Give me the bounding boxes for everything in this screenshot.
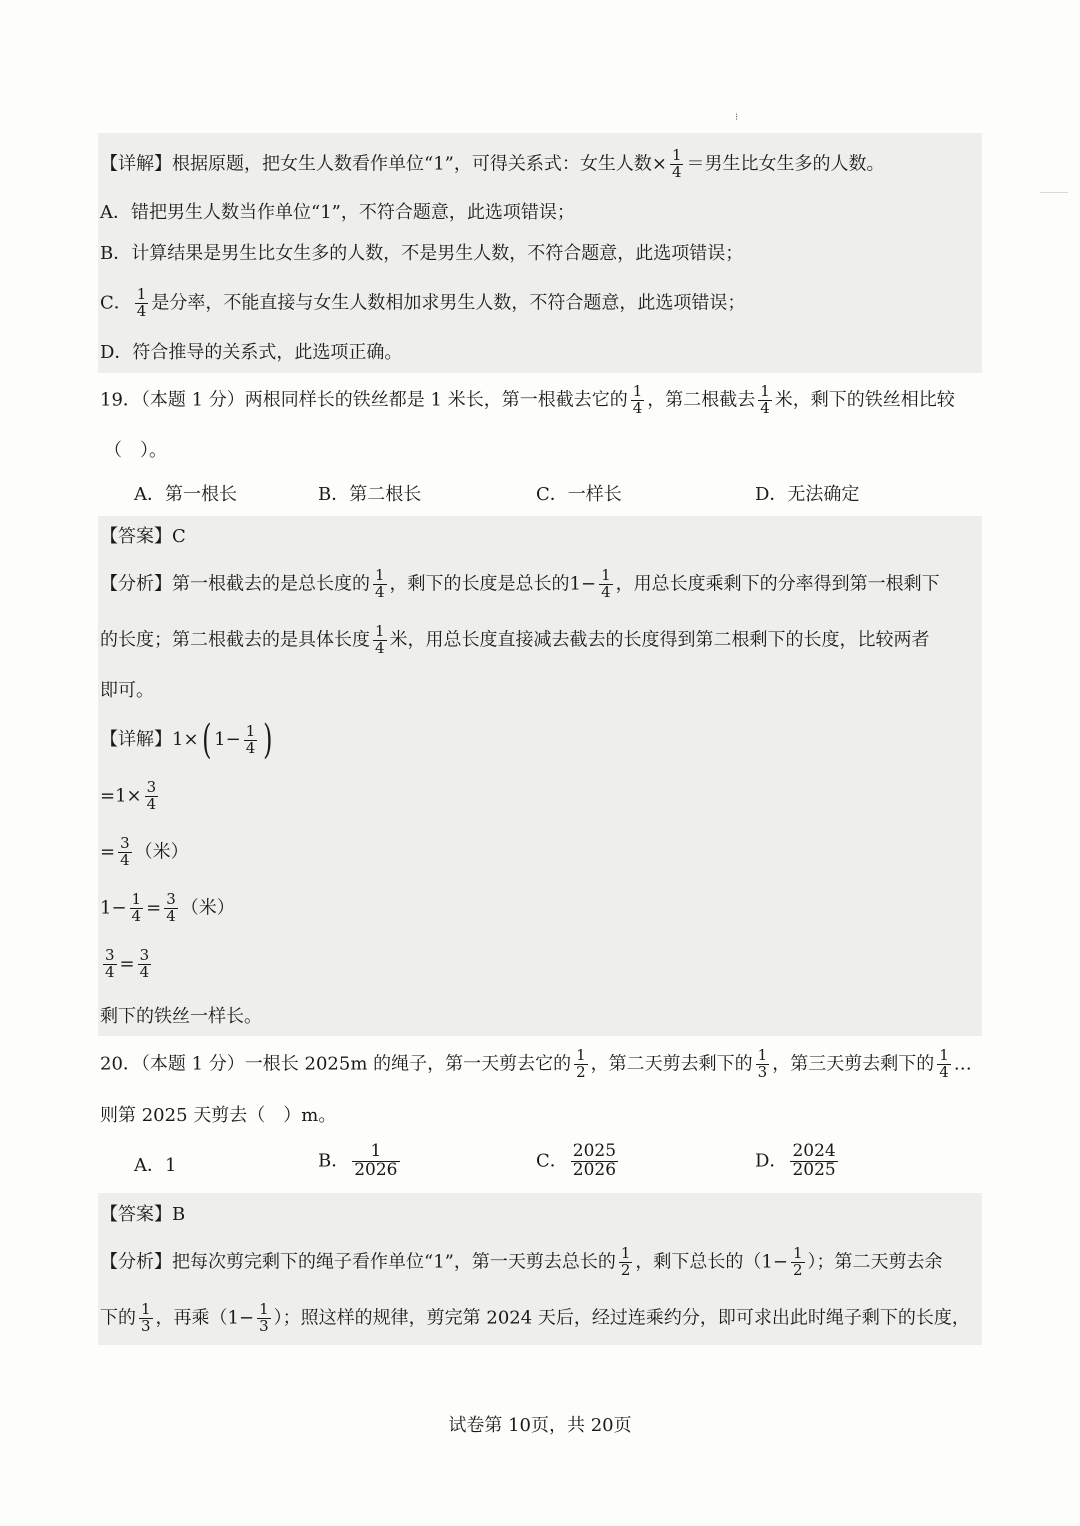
q18-option-a: A．错把男生人数当作单位“1”，不符合题意，此选项错误； — [100, 202, 575, 223]
stray-mark: ⁝ — [735, 112, 739, 123]
q20-stem: 20．（本题 1 分）一根长 2025m 的绳子，第一天剪去它的 $\frac{1}{2}$ ，第二天剪去剩下的 $\frac{1}{3}$ ，第三天剪去剩下的 $\frac{1}{4}$ … — [100, 1046, 972, 1081]
q19-step-4: $\frac{3}{4}$ = $\frac{3}{4}$ — [105, 946, 150, 981]
q19-blank: （ ）。 — [104, 440, 167, 461]
q19-step-1: =1× $\frac{3}{4}$ — [100, 778, 157, 813]
q18-option-d: D．符合推导的关系式，此选项正确。 — [100, 342, 403, 363]
q19-analysis-3: 即可。 — [100, 680, 154, 701]
q19-stem: 19．（本题 1 分）两根同样长的铁丝都是 1 米长，第一根截去它的 $\frac{1}{4}$ ，第二根截去 $\frac{1}{4}$ 米，剩下的铁丝相比较 — [100, 382, 955, 417]
edge-mark — [1040, 192, 1068, 193]
q18-option-b: B．计算结果是男生比女生多的人数，不是男生人数，不符合题意，此选项错误； — [100, 243, 744, 264]
q20-option-c: C． $\frac{2025}{2026}$ — [536, 1141, 617, 1180]
q19-step-2: = $\frac{3}{4}$ （米） — [100, 834, 189, 869]
q20-analysis-1: 【分析】把每次剪完剩下的绳子看作单位“1”，第一天剪去总长的 $\frac{1}{2}$ ，剩下总长的（1− $\frac{1}{2}$ ）；第二天剪去余 — [100, 1244, 943, 1279]
q20-analysis-2: 下的 $\frac{1}{3}$ ，再乘（1− $\frac{1}{3}$ ）；照这样的规律，剪完第 2024 天后，经过连乘约分，即可求出此时绳子剩下的长度， — [100, 1300, 970, 1335]
q19-option-b: B．第二根长 — [318, 484, 422, 505]
fraction-one-quarter: $\frac{1}{4}$ — [671, 146, 682, 181]
q19-option-d: D．无法确定 — [755, 484, 860, 505]
q20-option-a: A．1 — [134, 1155, 177, 1176]
q18-option-c: C． $\frac{1}{4}$ 是分率，不能直接与女生人数相加求男生人数，不符合题意，此选项错误； — [100, 285, 746, 320]
q20-stem-2: 则第 2025 天剪去（ ）m。 — [100, 1105, 337, 1126]
q19-conclusion: 剩下的铁丝一样长。 — [100, 1006, 262, 1027]
q19-option-a: A．第一根长 — [134, 484, 237, 505]
q19-analysis-1: 【分析】第一根截去的是总长度的 $\frac{1}{4}$ ，剩下的长度是总长的1− $\frac{1}{4}$ ，用总长度乘剩下的分率得到第一根剩下 — [100, 566, 940, 601]
q19-answer: 【答案】C — [100, 526, 186, 547]
page-footer: 试卷第 10页，共 20页 — [448, 1415, 632, 1436]
q19-option-c: C．一样长 — [536, 484, 622, 505]
q20-answer: 【答案】B — [100, 1204, 186, 1225]
q18-detail: 【详解】根据原题，把女生人数看作单位“1”，可得关系式：女生人数× $\frac{1}{4}$ ＝男生比女生多的人数。 — [100, 146, 885, 181]
q20-option-d: D． $\frac{2024}{2025}$ — [755, 1141, 836, 1180]
q19-analysis-2: 的长度；第二根截去的是具体长度 $\frac{1}{4}$ 米，用总长度直接减去截去的长度得到第二根剩下的长度，比较两者 — [100, 622, 930, 657]
q19-step-3: 1− $\frac{1}{4}$ = $\frac{3}{4}$ （米） — [100, 890, 235, 925]
q20-option-b: B． $\frac{1}{2026}$ — [318, 1141, 398, 1180]
q19-detail: 【详解】1×( 1− $\frac{1}{4}$ ) — [100, 717, 273, 763]
